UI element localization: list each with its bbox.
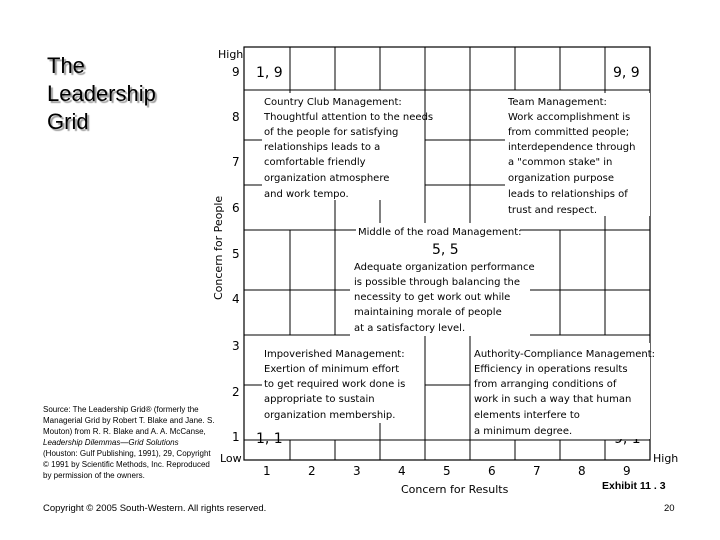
source-text-2: (Houston: Gulf Publishing, 1991), 29, Copyright © 1991 by Scientific Methods, Inc. Reproduced by permission of the owners. [43, 449, 211, 480]
country-club-line-5: comfortable friendly [264, 157, 366, 168]
title-line-2: Leadership [47, 81, 156, 106]
y-tick-3: 3 [232, 339, 240, 353]
authority-line-3: from arranging conditions of [474, 379, 617, 390]
title-line-1: The [47, 53, 85, 78]
x-axis-label: Concern for Results [401, 483, 509, 496]
coord-5-5: 5, 5 [432, 242, 459, 258]
country-club-line-4: relationships leads to a [264, 142, 381, 153]
middle-desc-line-2: is possible through balancing the [354, 277, 521, 288]
impoverished-line-2: Exertion of minimum effort [264, 364, 400, 375]
title-line-3: Grid [47, 109, 89, 134]
y-tick-7: 7 [232, 155, 240, 169]
middle-heading: Middle of the road Management: [358, 227, 522, 238]
middle-desc-line-3: necessity to get work out while [354, 292, 511, 303]
authority-line-2: Efficiency in operations results [474, 364, 628, 375]
x-tick-5: 5 [443, 464, 451, 478]
authority-line-1: Authority-Compliance Management: [474, 349, 656, 360]
authority-line-5: elements interfere to [474, 410, 580, 421]
y-tick-labels [232, 65, 240, 444]
x-tick-9: 9 [623, 464, 631, 478]
impoverished-line-4: appropriate to sustain [264, 394, 375, 405]
y-tick-9: 9 [232, 65, 240, 79]
x-high-label: High [653, 452, 679, 465]
authority-line-6: a minimum degree. [474, 426, 573, 437]
impoverished-line-1: Impoverished Management: [264, 349, 405, 360]
y-tick-2: 2 [232, 385, 240, 399]
team-management [505, 93, 650, 216]
team-line-8: trust and respect. [508, 205, 598, 216]
y-tick-5: 5 [232, 247, 240, 261]
copyright-footer: Copyright © 2005 South-Western. All rights reserved. [43, 503, 267, 514]
x-tick-4: 4 [398, 464, 406, 478]
y-high-label: High [218, 48, 244, 61]
x-tick-7: 7 [533, 464, 541, 478]
country-club-line-2: Thoughtful attention to the needs [264, 112, 434, 123]
country-club-line-1: Country Club Management: [264, 97, 402, 108]
source-note [43, 404, 215, 481]
x-tick-3: 3 [353, 464, 361, 478]
y-low-label: Low [220, 452, 242, 465]
middle-desc-line-5: at a satisfactory level. [354, 323, 466, 334]
middle-of-road-description [350, 258, 535, 336]
source-text-1: Source: The Leadership Grid® (formerly the Managerial Grid by Robert T. Blake and Jane. S. Mouton) from R. R. Blake and A. A. McCanse, [43, 405, 215, 436]
country-club-line-7: and work tempo. [264, 189, 349, 200]
country-club-management [262, 93, 433, 200]
team-line-1: Team Management: [508, 97, 607, 108]
middle-desc-line-4: maintaining morale of people [354, 307, 502, 318]
country-club-line-6: organization atmosphere [264, 173, 390, 184]
x-tick-1: 1 [263, 464, 271, 478]
impoverished-line-3: to get required work done is [264, 379, 406, 390]
x-tick-6: 6 [488, 464, 496, 478]
coord-9-9: 9, 9 [613, 65, 640, 81]
x-tick-labels [263, 464, 631, 478]
authority-line-4: work in such a way that human [474, 394, 632, 405]
team-line-2: Work accomplishment is [508, 112, 631, 123]
source-book-title: Leadership Dilemmas—Grid Solutions [43, 438, 179, 447]
country-club-line-3: of the people for satisfying [264, 127, 399, 138]
impoverished-management [262, 343, 405, 423]
x-tick-2: 2 [308, 464, 316, 478]
team-line-4: interdependence through [508, 142, 636, 153]
coord-1-1: 1, 1 [256, 431, 283, 447]
middle-desc-line-1: Adequate organization performance [354, 262, 535, 273]
y-tick-8: 8 [232, 110, 240, 124]
y-tick-1: 1 [232, 430, 240, 444]
impoverished-line-5: organization membership. [264, 410, 396, 421]
authority-compliance-management [471, 343, 655, 439]
team-line-6: organization purpose [508, 173, 614, 184]
x-tick-8: 8 [578, 464, 586, 478]
coord-1-9: 1, 9 [256, 65, 283, 81]
y-tick-4: 4 [232, 292, 240, 306]
team-line-5: a "common stake" in [508, 157, 613, 168]
page-number: 20 [664, 503, 675, 514]
team-line-7: leads to relationships of [508, 189, 628, 200]
middle-of-road-management [356, 223, 522, 239]
y-axis-label: Concern for People [212, 195, 225, 300]
y-tick-6: 6 [232, 201, 240, 215]
exhibit-label: Exhibit 11 . 3 [602, 480, 666, 492]
team-line-3: from committed people; [508, 127, 630, 138]
